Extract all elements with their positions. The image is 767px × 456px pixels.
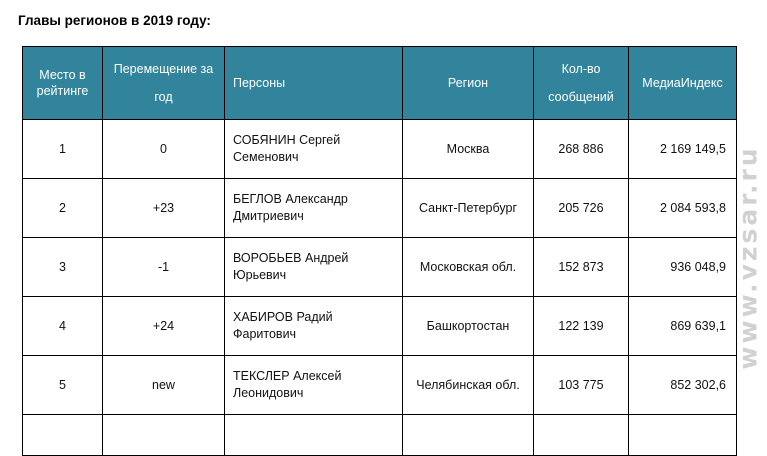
cell-person: ТЕКСЛЕР Алексей Леонидович [225,356,403,415]
cell-region: Санкт-Петербург [403,179,534,238]
cell-mediaindex: 936 048,9 [629,238,737,297]
rating-table-container [22,46,736,456]
cell-messages: 103 775 [534,356,629,415]
cell-empty [23,415,103,456]
page-title: Главы регионов в 2019 году: [18,13,211,28]
cell-rank: 2 [23,179,103,238]
table-header-row [23,47,737,120]
table-row-cut-off [23,415,737,456]
table-row [23,120,737,179]
column-header-mediaindex: МедиаИндекс [629,47,737,120]
cell-movement: +24 [103,297,225,356]
cell-mediaindex: 2 169 149,5 [629,120,737,179]
cell-person: ХАБИРОВ Радий Фаритович [225,297,403,356]
table-row [23,356,737,415]
cell-mediaindex: 869 639,1 [629,297,737,356]
watermark-text: www.vzsar.ru [733,144,763,370]
cell-rank: 4 [23,297,103,356]
cell-movement: 0 [103,120,225,179]
table-row [23,179,737,238]
rating-table [22,46,737,456]
cell-rank: 5 [23,356,103,415]
column-header-person: Персоны [225,47,403,120]
table-row [23,238,737,297]
column-header-movement: Перемещение за год [103,47,225,120]
cell-empty [403,415,534,456]
site-watermark [733,92,763,422]
cell-mediaindex: 2 084 593,8 [629,179,737,238]
cell-empty [629,415,737,456]
cell-movement: new [103,356,225,415]
cell-messages: 122 139 [534,297,629,356]
cell-messages: 205 726 [534,179,629,238]
cell-messages: 268 886 [534,120,629,179]
cell-person: СОБЯНИН Сергей Семенович [225,120,403,179]
cell-movement: +23 [103,179,225,238]
cell-region: Московская обл. [403,238,534,297]
cell-rank: 3 [23,238,103,297]
cell-rank: 1 [23,120,103,179]
cell-empty [534,415,629,456]
cell-region: Москва [403,120,534,179]
cell-messages: 152 873 [534,238,629,297]
column-header-rank: Место в рейтинге [23,47,103,120]
column-header-messages: Кол-во сообщений [534,47,629,120]
cell-empty [103,415,225,456]
column-header-region: Регион [403,47,534,120]
cell-person: ВОРОБЬЕВ Андрей Юрьевич [225,238,403,297]
cell-empty [225,415,403,456]
table-row [23,297,737,356]
cell-region: Челябинская обл. [403,356,534,415]
cell-mediaindex: 852 302,6 [629,356,737,415]
cell-movement: -1 [103,238,225,297]
cell-person: БЕГЛОВ Александр Дмитриевич [225,179,403,238]
cell-region: Башкортостан [403,297,534,356]
